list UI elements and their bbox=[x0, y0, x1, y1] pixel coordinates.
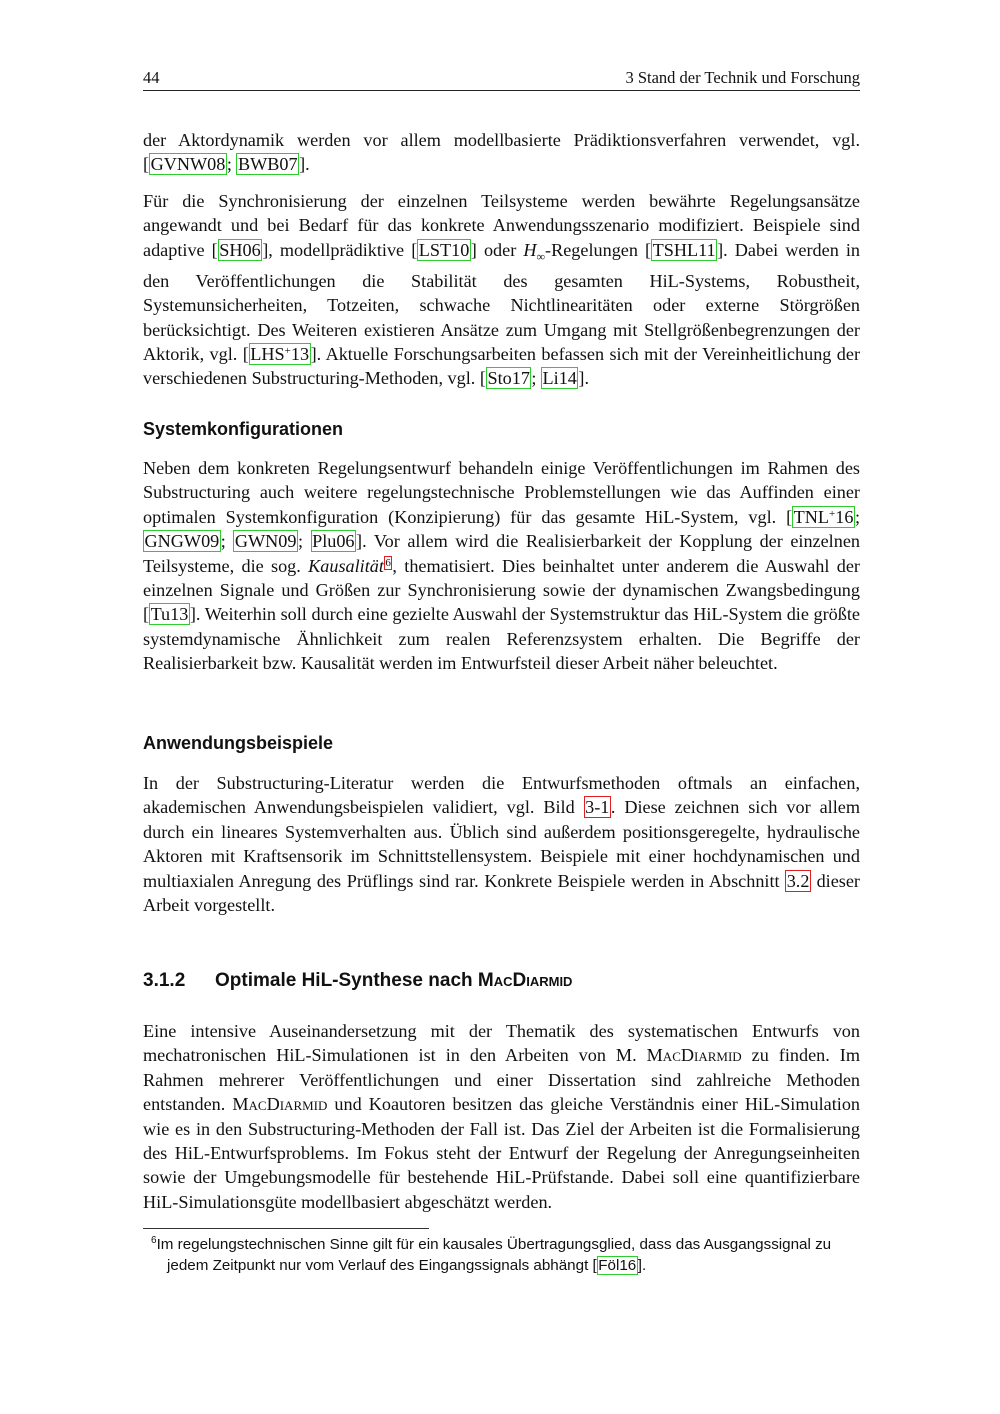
citation-bwb07[interactable]: BWB07 bbox=[237, 154, 298, 175]
citation-gngw09[interactable]: GNGW09 bbox=[144, 531, 220, 552]
paragraph-5: Eine intensive Auseinandersetzung mit der Thematik des systematischen Entwurfs von mechatronischen HiL-Simulationen ist in den Arbeiten von M. MacDiarmid zu finden. Im Rahmen mehrerer Veröffentlichungen und einer Dissertation sind zahlreiche Methoden entstanden. MacDiarmid und Koautoren besitzen das gleiche Verständnis einer HiL-Simulation wie es in den Substructuring-Methoden der Fall ist. Das Ziel der Arbeiten ist die Formalisierung des HiL-Entwurfsproblems. Im Fokus steht der Entwurf der Regelung der Anregungseinheiten sowie der Umgebungsmodelle für bestehende HiL-Prüfstande. Dabei soll eine quantifizierbare HiL-Simulationsgüte modellbasiert abgeschätzt werden. bbox=[143, 1021, 861, 1212]
running-header bbox=[143, 66, 860, 91]
section-number: 3.1.2 bbox=[143, 970, 186, 991]
page-number: 44 bbox=[143, 68, 160, 87]
citation-gwn09[interactable]: GWN09 bbox=[234, 531, 297, 552]
citation-plu06[interactable]: Plu06 bbox=[312, 531, 355, 552]
paragraph-2: Für die Synchronisierung der einzelnen Teilsysteme werden bewährte Regelungsansätze angewandt und bei Bedarf für das konkrete Anwendungsszenario modifiziert. Beispiele sind adaptive [SH06], modellprädiktive [LST10] oder $H_\infty$-Regelungen [TSHL11]. Dabei werden in den Veröffentlichungen die Stabilität des gesamten HiL-Systems, Robustheit, Systemunsicherheiten, Totzeiten, schwache Nichtlinearitäten oder externe Störgrößen berücksichtigt. Des Weiteren existieren Ansätze zum Umgang mit Stellgrößenbegrenzungen der Aktorik, vgl. [LHS+13]. Aktuelle Forschungsarbeiten befassen sich mit der Vereinheitlichung der verschiedenen Substructuring-Methoden, vgl. [Sto17; Li14]. bbox=[143, 191, 861, 389]
citation-tu13[interactable]: Tu13 bbox=[150, 604, 189, 625]
citation-li14[interactable]: Li14 bbox=[542, 368, 577, 389]
subheading-systemkonfigurationen: Systemkonfigurationen bbox=[143, 419, 344, 439]
citation-fol16[interactable]: Föl16 bbox=[598, 1257, 637, 1274]
footnote-link-6[interactable]: 6 bbox=[385, 556, 391, 569]
citation-tshl11[interactable]: TSHL11 bbox=[652, 239, 716, 260]
citation-lhs13[interactable]: LHS+13 bbox=[250, 344, 310, 365]
paragraph-3: Neben dem konkreten Regelungsentwurf behandeln einige Veröffentlichungen im Rahmen des Substructuring auch weitere regelungstechnische Problemstellungen wie das Auffinden einer optimalen Systemkonfiguration (Konzipierung) für das gesamte HiL-System, vgl. [TNL+16; GNGW09; GWN09; Plu06]. Vor allem wird die Realisierbarkeit der Kopplung der einzelnen Teilsysteme, die sog. Kausalität $^6$, thematisiert. Dies beinhaltet unter anderem die Auswahl der einzelnen Signale und Größen zur Synchronisierung sowie der dynamischen Zwangsbedingung [Tu13]. Weiterhin soll durch eine gezielte Auswahl der Systemstruktur das HiL-System die größte systemdynamische Ähnlichkeit zum realen Referenzsystem erhalten. Die Begriffe der Realisierbarkeit bzw. Kausalität werden im Entwurfsteil dieser Arbeit näher beleuchtet. bbox=[143, 458, 860, 674]
citation-sh06[interactable]: SH06 bbox=[219, 239, 261, 260]
paragraph-4: In der Substructuring-Literatur werden die Entwurfsmethoden oftmals an einfachen, akademischen Anwendungsbeispielen validiert, vgl. Bild 3-1. Diese zeichnen sich vor allem durch ein lineares Systemverhalten aus. Üblich sind außerdem positionsgeregelte, hydraulische Aktoren mit Kraftsensorik im Schnittstellensystem. Beispiele mit einer hochdynamischen und multiaxialen Anregung des Prüflings sind rar. Konkrete Beispiele werden in Abschnitt 3.2 dieser Arbeit vorgestellt. bbox=[143, 773, 860, 916]
section-author-name: MacDiarmid bbox=[477, 970, 573, 991]
section-link-3-2[interactable]: 3.2 bbox=[786, 870, 810, 891]
figure-link-3-1[interactable]: 3-1 bbox=[585, 797, 610, 818]
citation-sto17[interactable]: Sto17 bbox=[487, 368, 530, 389]
footnote-mark: 6 bbox=[151, 1235, 157, 1246]
section-heading-3-1-2: 3.1.2 Optimale HiL-Synthese nach MacDiarmid bbox=[143, 970, 573, 991]
citation-tnl16[interactable]: TNL+16 bbox=[793, 506, 854, 527]
subheading-anwendungsbeispiele: Anwendungsbeispiele bbox=[143, 733, 334, 753]
footnote-6: $^6$Im regelungstechnischen Sinne gilt für ein kausales Übertragungsglied, dass das Ausgangssignal zu jedem Zeitpunkt nur vom Verlauf des Eingangssignals abhängt [Föl16]. bbox=[151, 1235, 832, 1274]
chapter-title: 3 Stand der Technik und Forschung bbox=[625, 68, 860, 87]
footnote-rule bbox=[143, 1228, 429, 1229]
citation-gvnw08[interactable]: GVNW08 bbox=[150, 154, 226, 175]
paragraph-1: der Aktordynamik werden vor allem modellbasierte Prädiktionsverfahren verwendet, vgl. [GVNW08; BWB07]. bbox=[143, 130, 860, 175]
citation-lst10[interactable]: LST10 bbox=[418, 239, 470, 260]
